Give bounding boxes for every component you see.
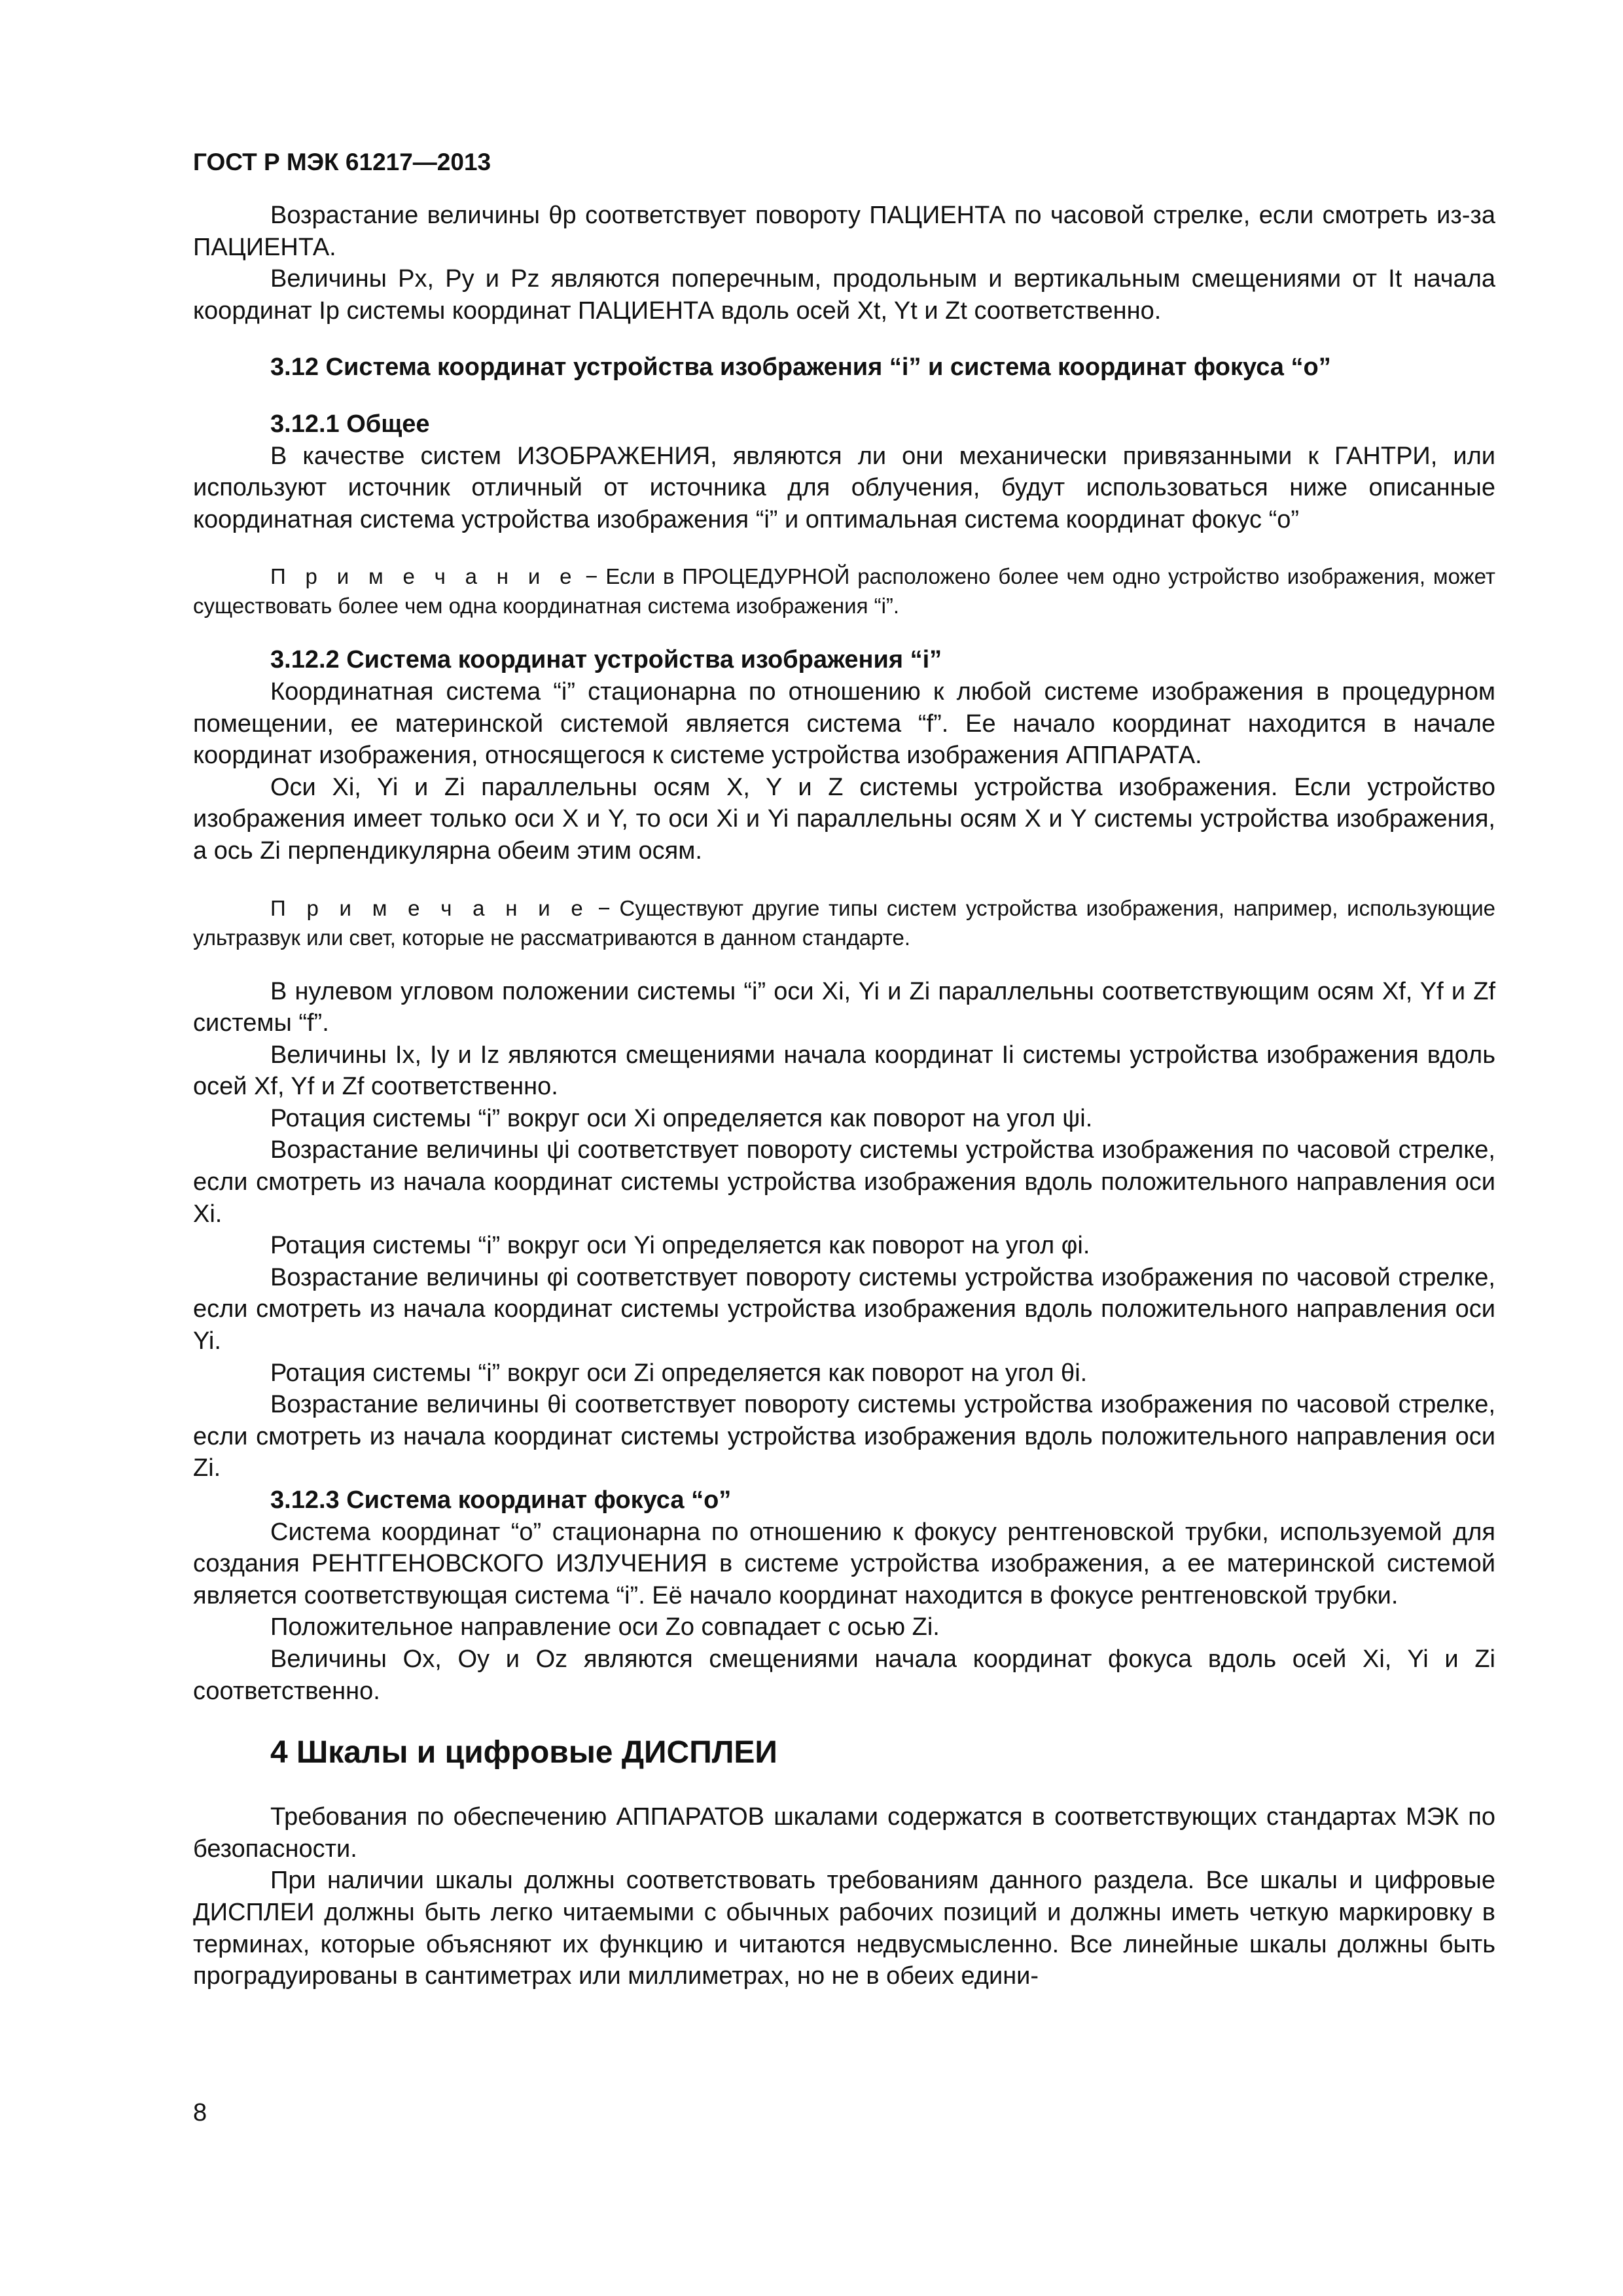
paragraph: Координатная система “i” стационарна по отношению к любой системе изображения в процедурном помещении, ее материнской системой является система “f”. Ее начало координат находится в начале координат изображения, относящегося к системе устройства изображения АППАРАТА.	[193, 677, 1495, 770]
paragraph: Возрастание величины φi соответствует повороту системы устройства изображения по часовой стрелке, если смотреть из начала координат системы устройства изображения вдоль положительного направления оси Yi.	[193, 1263, 1495, 1355]
paragraph: Ротация системы “i” вокруг оси Zi определяется как поворот на угол θi.	[270, 1359, 1088, 1387]
note-text: − Существуют другие типы систем устройства изображения, например, использующие ультразвук или свет, которые не рассматриваются в данном стандарте.	[193, 895, 1496, 950]
section-heading-4: 4 Шкалы и цифровые ДИСПЛЕИ	[270, 1735, 777, 1770]
document-page	[193, 147, 1495, 1992]
subsection-heading-3-12-1: 3.12.1 Общее	[270, 410, 430, 438]
paragraph: Величины Px, Py и Pz являются поперечным, продольным и вертикальным смещениями от It начала координат Ip системы координат ПАЦИЕНТА вдоль осей Xt, Yt и Zt соответственно.	[193, 265, 1495, 325]
note-label: П р и м е ч а н и е	[270, 564, 578, 589]
note	[193, 893, 1495, 952]
paragraph: Ротация системы “i” вокруг оси Xi определяется как поворот на угол ψi.	[270, 1104, 1093, 1132]
paragraph: Величины Ix, Iy и Iz являются смещениями начала координат Ii системы устройства изображения вдоль осей Xf, Yf и Zf соответственно.	[193, 1041, 1495, 1101]
section-heading-3-12: 3.12 Система координат устройства изображения “i” и система координат фокуса “o”	[270, 353, 1331, 382]
paragraph: Величины Ox, Oy и Oz являются смещениями начала координат фокуса вдоль осей Xi, Yi и Zi соответственно.	[193, 1645, 1495, 1705]
paragraph: Ротация системы “i” вокруг оси Yi определяется как поворот на угол φi.	[270, 1232, 1090, 1260]
paragraph: Возрастание величины ψi соответствует повороту системы устройства изображения по часовой стрелке, если смотреть из начала координат системы устройства изображения вдоль положительного направления оси Xi.	[193, 1136, 1495, 1228]
subsection-heading-3-12-2: 3.12.2 Система координат устройства изображения “i”	[270, 646, 942, 674]
paragraph: Требования по обеспечению АППАРАТОВ шкалами содержатся в соответствующих стандартах МЭК по безопасности.	[193, 1803, 1495, 1863]
note-text: − Если в ПРОЦЕДУРНОЙ расположено более чем одно устройство изображения, может существовать более чем одна координатная система изображения “i”.	[193, 564, 1496, 619]
document-header: ГОСТ Р МЭК 61217—2013	[193, 149, 491, 175]
subsection-heading-3-12-3: 3.12.3 Система координат фокуса “o”	[270, 1486, 732, 1514]
paragraph: Оси Xi, Yi и Zi параллельны осям X, Y и Z системы устройства изображения. Если устройство изображения имеет только оси X и Y, то оси Xi и Yi параллельны осям X и Y системы устройства изображения, а ось Zi перпендикулярна обеим этим осям.	[193, 773, 1495, 865]
note	[193, 562, 1495, 620]
page-number: 8	[193, 2099, 207, 2126]
note-label: П р и м е ч а н и е	[270, 895, 589, 920]
paragraph: Положительное направление оси Zo совпадает с осью Zi.	[270, 1613, 940, 1641]
paragraph: Возрастание величины θр соответствует повороту ПАЦИЕНТА по часовой стрелке, если смотреть из-за ПАЦИЕНТА.	[193, 202, 1495, 261]
paragraph: В нулевом угловом положении системы “i” оси Xi, Yi и Zi параллельны соответствующим осям Xf, Yf и Zf системы “f”.	[193, 977, 1495, 1037]
paragraph: При наличии шкалы должны соответствовать требованиям данного раздела. Все шкалы и цифровые ДИСПЛЕИ должны быть легко читаемыми с обычных рабочих позиций и должны иметь четкую маркировку в терминах, которые объясняют их функцию и читаются недвусмысленно. Все линейные шкалы должны быть проградуированы в сантиметрах или миллиметрах, но не в обеих едини-	[193, 1867, 1495, 1990]
paragraph: В качестве систем ИЗОБРАЖЕНИЯ, являются ли они механически привязанными к ГАНТРИ, или используют источник отличный от источника для облучения, будут использоваться ниже описанные координатная система устройства изображения “i” и оптимальная система координат фокус “o”	[193, 442, 1495, 533]
paragraph: Система координат “o” стационарна по отношению к фокусу рентгеновской трубки, используемой для создания РЕНТГЕНОВСКОГО ИЗЛУЧЕНИЯ в системе устройства изображения, а ее материнской системой является соответствующая система “i”. Её начало координат находится в фокусе рентгеновской трубки.	[193, 1518, 1495, 1609]
paragraph: Возрастание величины θi соответствует повороту системы устройства изображения по часовой стрелке, если смотреть из начала координат системы устройства изображения вдоль положительного направления оси Zi.	[193, 1391, 1495, 1482]
